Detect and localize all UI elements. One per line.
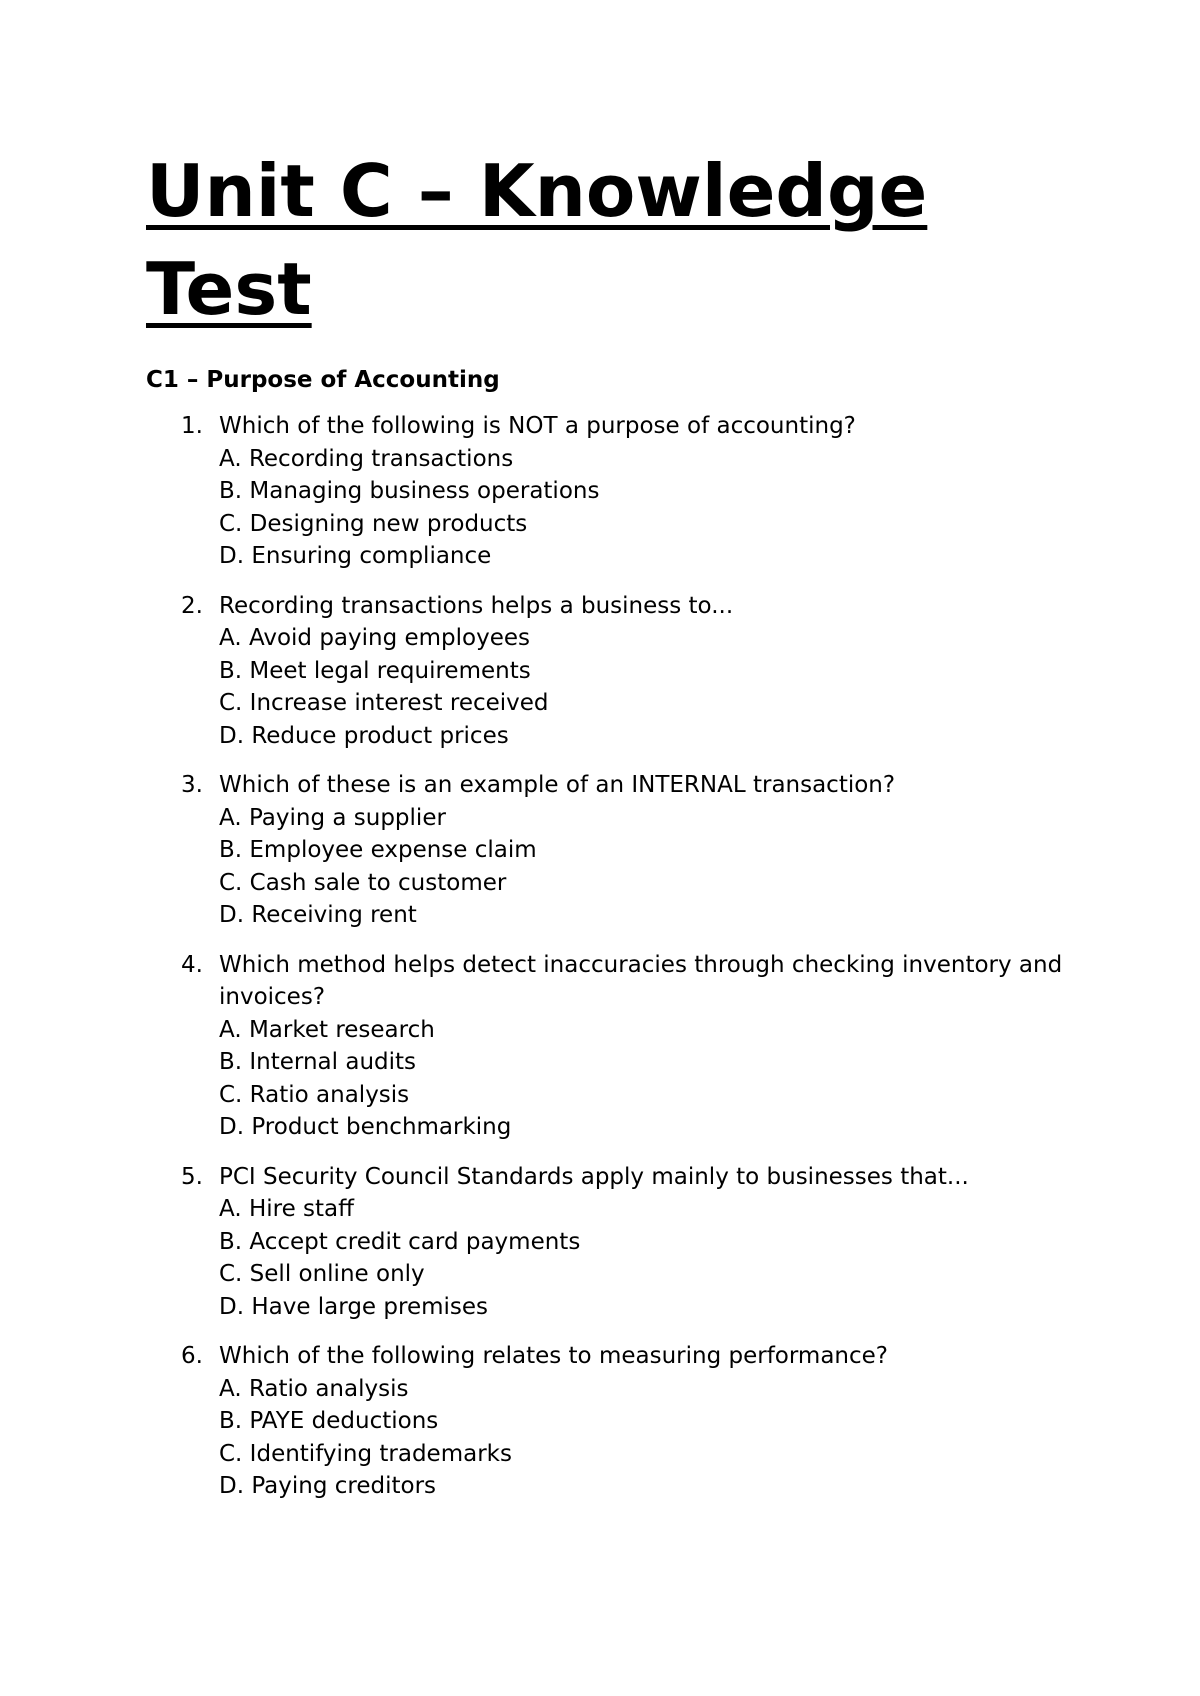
question-number: 3.: [181, 772, 203, 798]
question-list: [146, 410, 1106, 1520]
question-text: Which of the following is NOT a purpose of accounting?: [219, 413, 856, 439]
question-number: 4.: [181, 951, 203, 978]
answer-option: A. Ratio analysis: [219, 1375, 409, 1402]
question-text: Which method helps detect inaccuracies through checking inventory and invoices?: [219, 951, 1063, 1010]
answer-option: D. Ensuring compliance: [219, 543, 492, 569]
answer-option: C. Cash sale to customer: [219, 869, 507, 896]
question-item: [146, 590, 1106, 753]
answer-option: C. Increase interest received: [219, 690, 549, 716]
answer-option: A. Paying a supplier: [219, 804, 446, 831]
question-text: PCI Security Council Standards apply mainly to businesses that...: [219, 1163, 969, 1190]
question-number: 2.: [181, 592, 203, 619]
question-item: [146, 1340, 1106, 1503]
answer-option: B. Employee expense claim: [219, 837, 537, 863]
answer-option: D. Product benchmarking: [219, 1114, 512, 1140]
document-title: Unit C – Knowledge Test: [146, 149, 928, 331]
question-number: 1.: [181, 413, 203, 439]
answer-option: D. Reduce product prices: [219, 722, 509, 749]
answer-option: B. Meet legal requirements: [219, 657, 531, 684]
question-item: [146, 769, 1106, 932]
question-number: 6.: [181, 1343, 203, 1369]
answer-option: D. Receiving rent: [219, 902, 417, 928]
section-heading: C1 – Purpose of Accounting: [146, 367, 500, 393]
answer-option: A. Recording transactions: [219, 445, 514, 472]
question-item: [146, 949, 1106, 1144]
answer-option: B. Managing business operations: [219, 478, 600, 504]
answer-option: C. Ratio analysis: [219, 1081, 410, 1108]
question-item: [146, 410, 1106, 573]
answer-option: D. Paying creditors: [219, 1473, 437, 1499]
answer-option: C. Designing new products: [219, 510, 528, 537]
answer-option: C. Identifying trademarks: [219, 1440, 512, 1467]
answer-option: B. PAYE deductions: [219, 1408, 439, 1434]
answer-option: B. Internal audits: [219, 1049, 417, 1075]
answer-option: B. Accept credit card payments: [219, 1228, 581, 1255]
answer-option: C. Sell online only: [219, 1261, 425, 1287]
answer-option: A. Hire staff: [219, 1196, 354, 1222]
answer-option: D. Have large premises: [219, 1293, 489, 1320]
question-text: Which of the following relates to measuring performance?: [219, 1343, 888, 1369]
answer-option: A. Market research: [219, 1016, 435, 1043]
answer-option: A. Avoid paying employees: [219, 625, 531, 651]
question-item: [146, 1161, 1106, 1324]
question-text: Recording transactions helps a business to...: [219, 592, 734, 619]
question-number: 5.: [181, 1163, 203, 1190]
question-text: Which of these is an example of an INTERNAL transaction?: [219, 772, 896, 798]
